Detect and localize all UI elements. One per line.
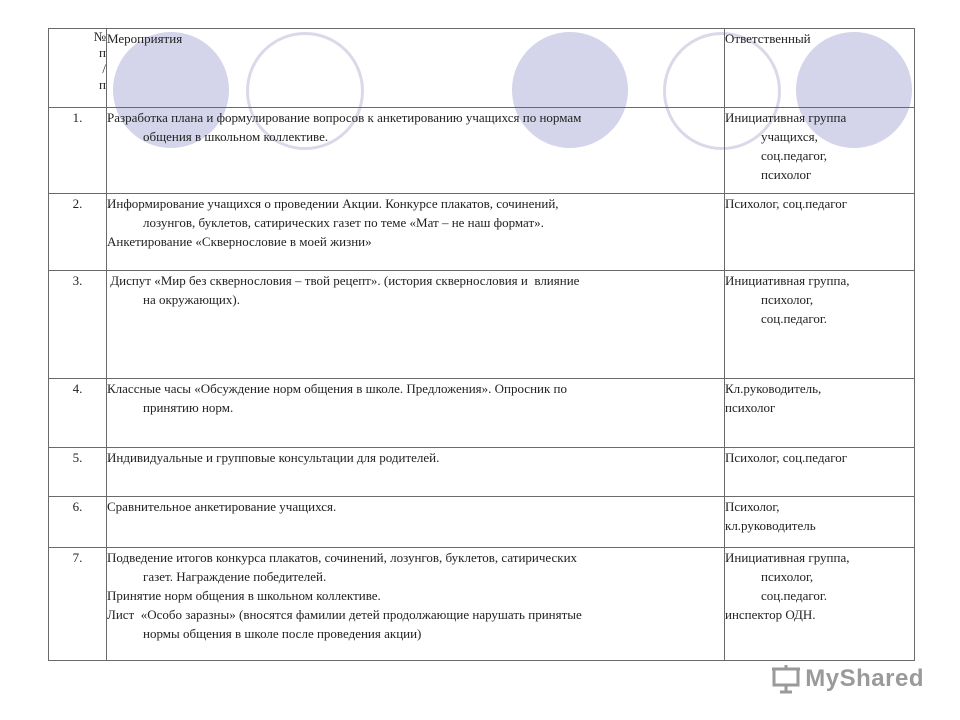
table-row: [49, 548, 915, 661]
header-number: [49, 29, 107, 108]
responsible-line: Инициативная группа,: [725, 273, 850, 288]
watermark-text: MyShared: [805, 665, 924, 692]
responsible-line: Кл.руководитель,: [725, 381, 822, 396]
table-row: [49, 271, 915, 379]
row-number: 5.: [49, 448, 107, 497]
row-responsible: [725, 497, 915, 548]
responsible-line: Психолог, соц.педагог: [725, 450, 848, 465]
event-line: общения в школьном коллективе.: [143, 129, 329, 144]
activity-plan-table: [48, 28, 915, 661]
row-number: 6.: [49, 497, 107, 548]
row-number: 1.: [49, 108, 107, 194]
row-responsible: [725, 108, 915, 194]
row-number: 7.: [49, 548, 107, 661]
row-event: [107, 548, 725, 661]
event-line: Разработка плана и формулирование вопросов к анкетированию учащихся по нормам: [107, 110, 582, 125]
presentation-board-icon: [771, 664, 801, 694]
table-row: [49, 108, 915, 194]
row-responsible: [725, 548, 915, 661]
event-line: Сравнительное анкетирование учащихся.: [107, 499, 337, 514]
header-number-line: /: [102, 61, 106, 76]
event-line: Принятие норм общения в школьном коллективе.: [107, 588, 381, 603]
event-line: газет. Награждение победителей.: [143, 569, 327, 584]
row-event: [107, 497, 725, 548]
event-line: Классные часы «Обсуждение норм общения в школе. Предложения». Опросник по: [107, 381, 568, 396]
responsible-line: Инициативная группа: [725, 110, 847, 125]
header-events: Мероприятия: [107, 29, 725, 108]
event-line: Информирование учащихся о проведении Акции. Конкурсе плакатов, сочинений,: [107, 196, 559, 211]
row-event: [107, 271, 725, 379]
row-number: 4.: [49, 379, 107, 448]
event-line: Подведение итогов конкурса плакатов, сочинений, лозунгов, буклетов, сатирических: [107, 550, 578, 565]
responsible-line: учащихся,: [761, 129, 818, 144]
row-event: [107, 108, 725, 194]
table-row: [49, 448, 915, 497]
row-number: 3.: [49, 271, 107, 379]
event-line: Диспут «Мир без сквернословия – твой рецепт». (история сквернословия и влияние: [107, 273, 580, 288]
responsible-line: кл.руководитель: [725, 518, 816, 533]
row-responsible: [725, 379, 915, 448]
row-responsible: [725, 271, 915, 379]
row-responsible: [725, 448, 915, 497]
event-line: Анкетирование «Сквернословие в моей жизни»: [107, 234, 372, 249]
event-line: лозунгов, буклетов, сатирических газет по теме «Мат – не наш формат».: [143, 215, 544, 230]
table-header-row: [49, 29, 915, 108]
table-row: [49, 379, 915, 448]
responsible-line: психолог,: [761, 292, 814, 307]
responsible-line: психолог,: [761, 569, 814, 584]
event-line: Индивидуальные и групповые консультации для родителей.: [107, 450, 440, 465]
responsible-line: соц.педагог,: [761, 148, 828, 163]
row-event: [107, 194, 725, 271]
responsible-line: соц.педагог.: [761, 311, 828, 326]
watermark: [771, 664, 924, 694]
header-responsible: Ответственный: [725, 29, 915, 108]
header-number-line: п: [99, 77, 106, 92]
responsible-line: психолог: [725, 400, 776, 415]
row-event: [107, 448, 725, 497]
row-responsible: [725, 194, 915, 271]
responsible-line: Психолог,: [725, 499, 780, 514]
event-line: нормы общения в школе после проведения акции): [143, 626, 422, 641]
responsible-line: инспектор ОДН.: [725, 607, 816, 622]
row-event: [107, 379, 725, 448]
event-line: принятию норм.: [143, 400, 234, 415]
row-number: 2.: [49, 194, 107, 271]
responsible-line: соц.педагог.: [761, 588, 828, 603]
responsible-line: Инициативная группа,: [725, 550, 850, 565]
responsible-line: Психолог, соц.педагог: [725, 196, 848, 211]
responsible-line: психолог: [761, 167, 812, 182]
header-number-line: №: [93, 29, 106, 44]
event-line: на окружающих).: [143, 292, 240, 307]
table-row: [49, 194, 915, 271]
header-number-line: п: [99, 45, 106, 60]
event-line: Лист «Особо заразны» (вносятся фамилии детей продолжающие нарушать принятые: [107, 607, 582, 622]
table-row: [49, 497, 915, 548]
